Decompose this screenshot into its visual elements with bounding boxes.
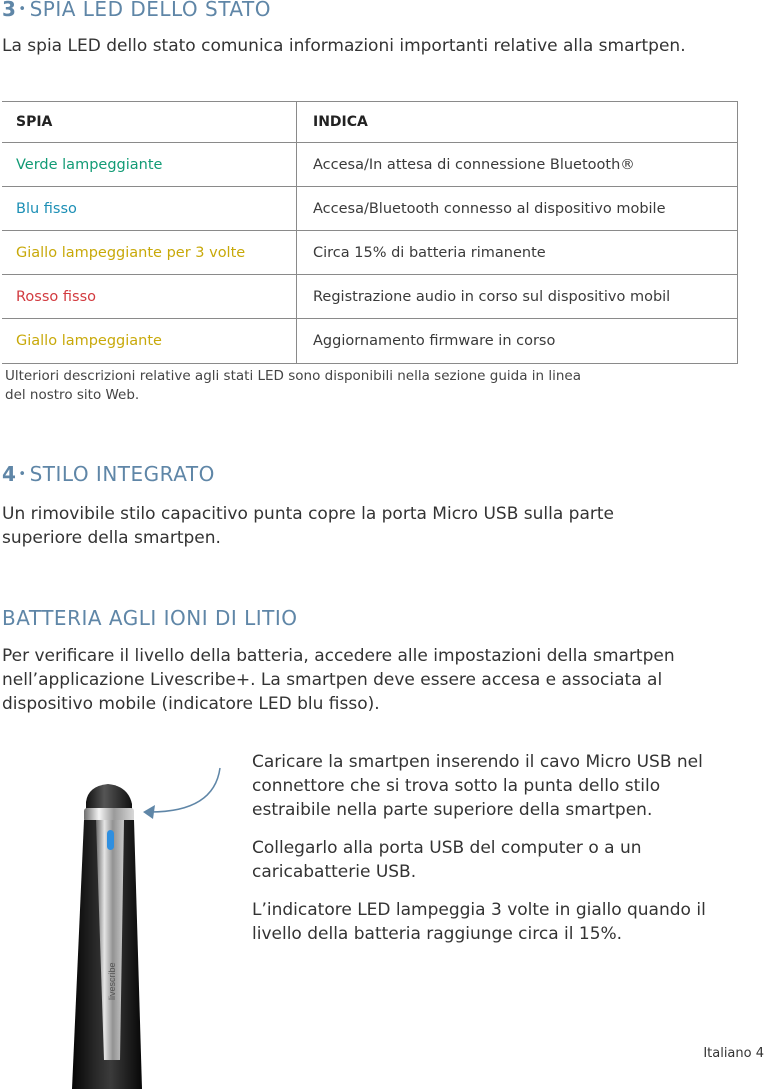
led-state-cell: Giallo lampeggiante (2, 319, 297, 364)
header-spia: SPIA (2, 102, 297, 143)
table-row (2, 319, 738, 364)
arrow-head-icon (143, 805, 155, 819)
pen-collar-shape (84, 808, 134, 822)
charging-step-2: Collegarlo alla porta USB del computer o a un caricabatterie USB. (252, 838, 642, 882)
led-state-cell: Verde lampeggiante (2, 143, 297, 187)
section-4-body: Un rimovibile stilo capacitivo punta copre la porta Micro USB sulla parte superiore della smartpen. (2, 504, 614, 548)
section-3-heading (2, 0, 271, 21)
battery-heading: BATTERIA AGLI IONI DI LITIO (2, 606, 298, 630)
section-3-title: SPIA LED DELLO STATO (29, 0, 271, 21)
bullet-dot-icon: • (18, 467, 27, 482)
led-state-cell: Blu fisso (2, 187, 297, 231)
led-meaning-cell: Aggiornamento firmware in corso (297, 319, 738, 364)
table-header-row (2, 102, 738, 143)
table-row (2, 275, 738, 319)
charging-instructions (252, 750, 732, 960)
led-state-cell: Rosso fisso (2, 275, 297, 319)
header-indica: INDICA (297, 102, 738, 143)
page-number: Italiano 4 (703, 1046, 764, 1061)
smartpen-illustration (0, 760, 240, 1089)
table-row (2, 231, 738, 275)
bullet-dot-icon: • (18, 2, 27, 17)
led-meaning-cell: Accesa/Bluetooth connesso al dispositivo mobile (297, 187, 738, 231)
battery-body: Per verificare il livello della batteria, accedere alle impostazioni della smartpen nell’applicazione Livescribe+. La smartpen deve essere accesa e associata al dispositivo mobile (indicatore LED blu fisso). (2, 646, 675, 714)
section-4-number: 4 (2, 462, 17, 486)
led-meaning-cell: Accesa/In attesa di connessione Bluetooth® (297, 143, 738, 187)
led-meaning-cell: Circa 15% di batteria rimanente (297, 231, 738, 275)
note-line-2: del nostro sito Web. (5, 387, 140, 403)
arrow-curve-shape (150, 768, 220, 812)
pen-brand-text: livescribe (107, 962, 117, 1000)
led-state-cell: Giallo lampeggiante per 3 volte (2, 231, 297, 275)
section-3-number: 3 (2, 0, 17, 21)
section-4-heading (2, 462, 215, 486)
section-3-intro: La spia LED dello stato comunica informazioni importanti relative alla smartpen. (2, 36, 686, 56)
table-row (2, 143, 738, 187)
charging-step-3: L’indicatore LED lampeggia 3 volte in giallo quando il livello della batteria raggiunge circa il 15%. (252, 900, 706, 944)
section-4-title: STILO INTEGRATO (29, 462, 215, 486)
pen-led-indicator (107, 830, 114, 850)
led-meaning-cell: Registrazione audio in corso sul dispositivo mobil (297, 275, 738, 319)
stylus-tip-shape (86, 784, 132, 812)
led-status-table (2, 101, 738, 364)
table-row (2, 187, 738, 231)
note-line-1: Ulteriori descrizioni relative agli stati LED sono disponibili nella sezione guida in linea (5, 368, 581, 384)
led-table-note (5, 367, 581, 405)
charging-step-1: Caricare la smartpen inserendo il cavo Micro USB nel connettore che si trova sotto la punta dello stilo estraibile nella parte superiore della smartpen. (252, 752, 703, 820)
